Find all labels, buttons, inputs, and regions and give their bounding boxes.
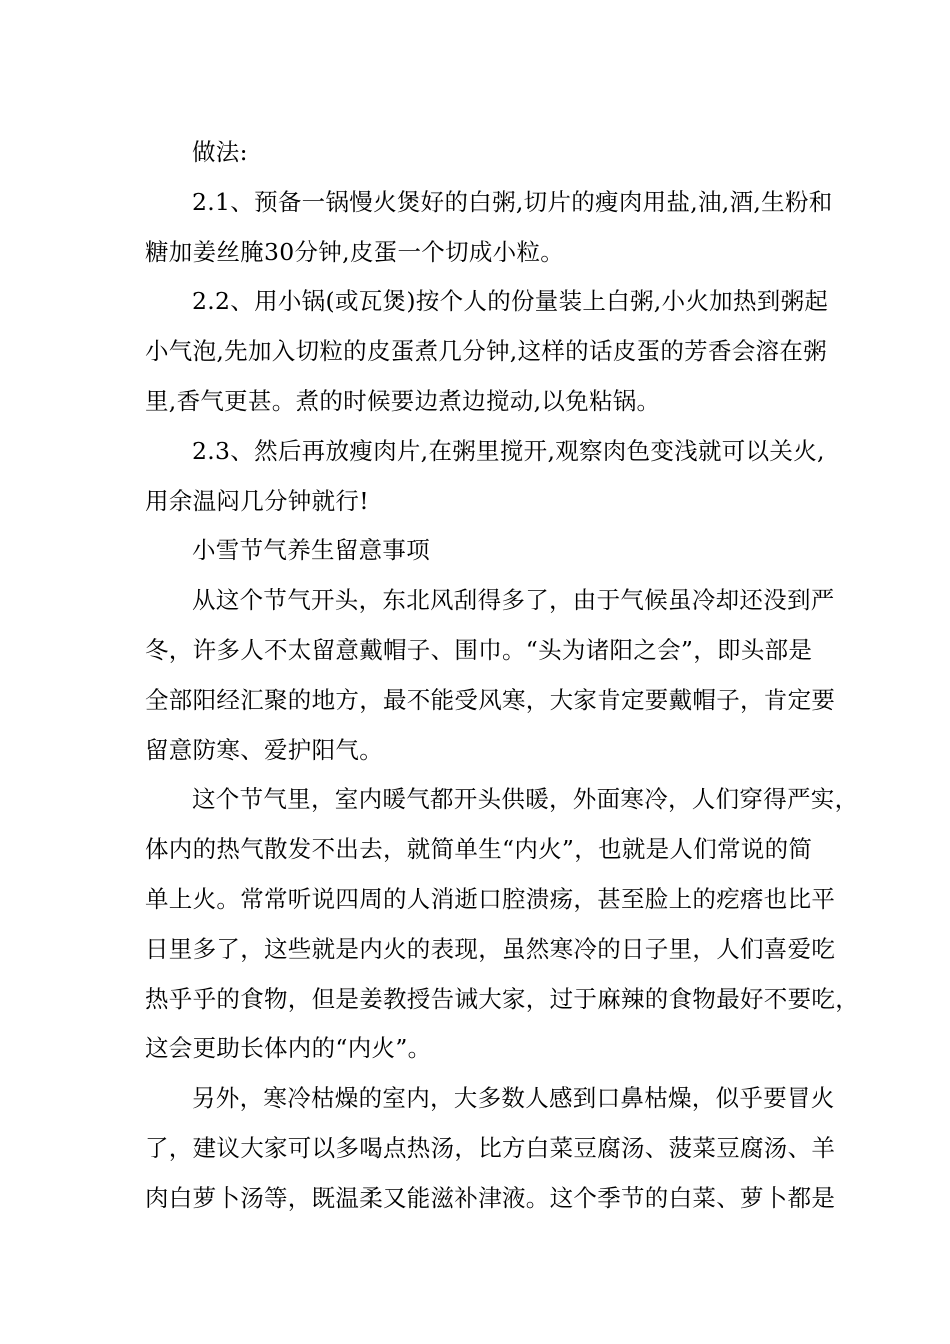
text-line: 2.1、预备一锅慢火煲好的白粥,切片的瘦肉用盐,油,酒,生粉和 (192, 187, 833, 216)
text-line: 里,香气更甚。煮的时候要边煮边搅动,以免粘锅。 (145, 386, 661, 415)
text-line: 热乎乎的食物，但是姜教授告诫大家，过于麻辣的食物最好不要吃， (145, 984, 859, 1013)
text-line: 做法: (192, 138, 248, 166)
text-line: 另外，寒冷枯燥的室内，大多数人感到口鼻枯燥，似乎要冒火 (192, 1084, 835, 1113)
text-line: 全部阳经汇聚的地方，最不能受风寒，大家肯定要戴帽子，肯定要 (145, 685, 836, 714)
text-line: 肉白萝卜汤等，既温柔又能滋补津液。这个季节的白菜、萝卜都是 (145, 1183, 836, 1212)
text-line: 这个节气里，室内暖气都开头供暖，外面寒冷，人们穿得严实， (192, 785, 859, 814)
text-line: 小雪节气养生留意事项 (192, 536, 430, 565)
text-line: 用余温闷几分钟就行! (145, 486, 369, 515)
text-line: 了，建议大家可以多喝点热汤，比方白菜豆腐汤、菠菜豆腐汤、羊 (145, 1133, 836, 1162)
document-body (145, 128, 859, 1224)
text-line: 冬，许多人不太留意戴帽子、围巾。“头为诸阳之会”，即头部是 (145, 635, 813, 664)
text-line: 小气泡,先加入切粒的皮蛋煮几分钟,这样的话皮蛋的芳香会溶在粥 (145, 337, 827, 366)
text-line: 日里多了，这些就是内火的表现，虽然寒冷的日子里，人们喜爱吃 (145, 934, 836, 963)
text-line: 单上火。常常听说四周的人消逝口腔溃疡，甚至脸上的疙瘩也比平 (145, 884, 836, 913)
text-line: 这会更助长体内的“内火”。 (145, 1034, 432, 1063)
text-line: 体内的热气散发不出去，就简单生“内火”，也就是人们常说的简 (145, 835, 813, 864)
text-line: 2.2、用小锅(或瓦煲)按个人的份量装上白粥,小火加热到粥起 (192, 287, 829, 316)
text-line: 从这个节气开头，东北风刮得多了，由于气候虽冷却还没到严 (192, 586, 835, 615)
text-line: 留意防寒、爱护阳气。 (145, 735, 383, 764)
text-line: 2.3、然后再放瘦肉片,在粥里搅开,观察肉色变浅就可以关火, (192, 436, 825, 465)
text-line: 糖加姜丝腌30分钟,皮蛋一个切成小粒。 (145, 237, 565, 266)
